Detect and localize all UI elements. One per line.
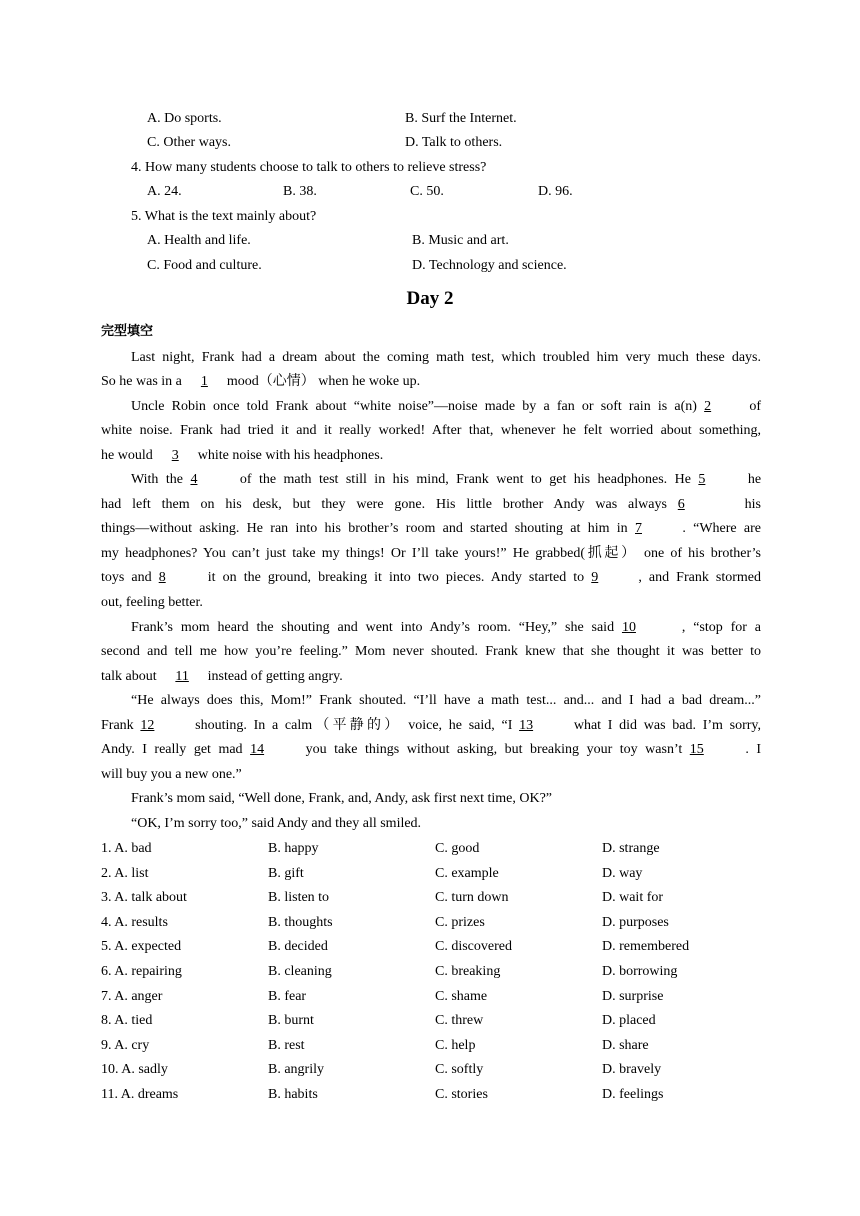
blank-7: 7: [635, 521, 642, 536]
choice-6-option-d: D. borrowing: [602, 964, 678, 979]
passage-p3-line3: things—without asking. He ran into his brother’s room and started shouting at him in 7 . “Where are: [101, 521, 762, 536]
q4-question: 4. How many students choose to talk to others to relieve stress?: [131, 160, 487, 175]
passage-p7: “OK, I’m sorry too,” said Andy and they all smiled.: [131, 816, 422, 831]
choice-8-option-b: B. burnt: [268, 1013, 314, 1028]
choice-8-option-c: C. threw: [435, 1013, 484, 1028]
passage-p3-line1: With the 4 of the math test still in his mind, Frank went to get his headphones. He 5 he: [131, 472, 762, 487]
q3-option-d: D. Talk to others.: [405, 135, 503, 150]
passage-p2-line2: white noise. Frank had tried it and it really worked! After that, whenever he felt worried about something,: [101, 423, 761, 438]
passage-p3-line2: had left them on his desk, but they were gone. His little brother Andy was always 6 his: [101, 497, 761, 512]
passage-p4-line3: talk about 11 instead of getting angry.: [101, 669, 343, 684]
choice-2-option-b: B. gift: [268, 866, 304, 881]
choice-11-option-b: B. habits: [268, 1087, 318, 1102]
choice-11-option-a: 11. A. dreams: [101, 1087, 179, 1102]
passage-p4-line1: Frank’s mom heard the shouting and went into Andy’s room. “Hey,” she said 10 , “stop for a: [131, 620, 762, 635]
choice-5-option-a: 5. A. expected: [101, 939, 182, 954]
choice-2-option-c: C. example: [435, 866, 499, 881]
choice-10-option-a: 10. A. sadly: [101, 1062, 168, 1077]
choice-7-option-c: C. shame: [435, 989, 488, 1004]
choice-8-option-a: 8. A. tied: [101, 1013, 153, 1028]
day-title: Day 2: [406, 288, 454, 309]
choice-7-option-b: B. fear: [268, 989, 307, 1004]
choice-3-option-b: B. listen to: [268, 890, 330, 905]
blank-12: 12: [140, 718, 155, 733]
blank-4: 4: [190, 472, 198, 487]
choice-9-option-b: B. rest: [268, 1038, 305, 1053]
passage-p5-line4: will buy you a new one.”: [101, 767, 242, 782]
choice-7-option-a: 7. A. anger: [101, 989, 163, 1004]
blank-5: 5: [698, 472, 706, 487]
blank-13: 13: [519, 718, 534, 733]
choice-11-option-c: C. stories: [435, 1087, 488, 1102]
choice-5-option-c: C. discovered: [435, 939, 512, 954]
passage-p5-line1: “He always does this, Mom!” Frank shouted. “I’ll have a math test... and... and I had a bad dream...”: [131, 693, 761, 708]
passage-p2-line3: he would 3 white noise with his headphones.: [101, 448, 384, 463]
choice-1-option-d: D. strange: [602, 841, 660, 856]
q5-question: 5. What is the text mainly about?: [131, 209, 317, 224]
choice-4-option-a: 4. A. results: [101, 915, 168, 930]
choice-6-option-b: B. cleaning: [268, 964, 332, 979]
choice-11-option-d: D. feelings: [602, 1087, 664, 1102]
passage-p1-line1: Last night, Frank had a dream about the coming math test, which troubled him very much these days.: [131, 350, 761, 365]
choice-1-option-b: B. happy: [268, 841, 319, 856]
q5-option-b: B. Music and art.: [412, 233, 509, 248]
q4-option-d: D. 96.: [538, 184, 573, 199]
blank-9: 9: [591, 570, 599, 585]
passage-p3-line4: my headphones? You can’t just take my things! Or I’ll take yours!” He grabbed(抓起） one of his brother’s: [101, 546, 761, 561]
q5-option-d: D. Technology and science.: [412, 258, 567, 273]
choice-6-option-c: C. breaking: [435, 964, 501, 979]
blank-6: 6: [677, 497, 685, 512]
blank-8: 8: [158, 570, 166, 585]
choice-3-option-a: 3. A. talk about: [101, 890, 187, 905]
choice-3-option-c: C. turn down: [435, 890, 509, 905]
choice-4-option-b: B. thoughts: [268, 915, 333, 930]
choice-5-option-d: D. remembered: [602, 939, 690, 954]
passage-p3-line6: out, feeling better.: [101, 595, 203, 610]
q5-option-c: C. Food and culture.: [147, 258, 262, 273]
choice-5-option-b: B. decided: [268, 939, 328, 954]
choice-2-option-d: D. way: [602, 866, 643, 881]
passage-p2-line1: Uncle Robin once told Frank about “white noise”—noise made by a fan or soft rain is a(n) 2 of: [131, 399, 761, 414]
blank-11: 11: [175, 669, 189, 684]
choice-4-option-d: D. purposes: [602, 915, 669, 930]
passage-p5-line2: Frank 12 shouting. In a calm（平静的） voice, he said, “I 13 what I did was bad. I’m sorry,: [101, 718, 762, 733]
choice-4-option-c: C. prizes: [435, 915, 485, 930]
choice-6-option-a: 6. A. repairing: [101, 964, 182, 979]
blank-15: 15: [689, 742, 704, 757]
passage-p1-line2: So he was in a 1 mood（心情） when he woke up.: [101, 374, 421, 389]
choice-9-option-a: 9. A. cry: [101, 1038, 150, 1053]
passage-p6: Frank’s mom said, “Well done, Frank, and, Andy, ask first next time, OK?”: [131, 791, 552, 806]
q5-option-a: A. Health and life.: [147, 233, 251, 248]
choice-1-option-c: C. good: [435, 841, 480, 856]
choice-2-option-a: 2. A. list: [101, 866, 149, 881]
passage-p5-line3: Andy. I really get mad 14 you take things without asking, but breaking your toy wasn’t 15 . I: [101, 742, 762, 757]
q3-option-c: C. Other ways.: [147, 135, 231, 150]
q4-option-a: A. 24.: [147, 184, 182, 199]
choice-1-option-a: 1. A. bad: [101, 841, 152, 856]
blank-14: 14: [250, 742, 265, 757]
section-title: 完型填空: [101, 324, 154, 339]
choice-9-option-d: D. share: [602, 1038, 649, 1053]
passage-p4-line2: second and tell me how you’re feeling.” Mom never shouted. Frank knew that she thought it was better to: [101, 644, 761, 659]
blank-10: 10: [621, 620, 636, 635]
choice-10-option-c: C. softly: [435, 1062, 484, 1077]
q4-option-b: B. 38.: [283, 184, 317, 199]
choice-8-option-d: D. placed: [602, 1013, 656, 1028]
q3-option-b: B. Surf the Internet.: [405, 111, 517, 126]
blank-2: 2: [704, 399, 712, 414]
q4-option-c: C. 50.: [410, 184, 444, 199]
passage-p3-line5: toys and 8 it on the ground, breaking it into two pieces. Andy started to 9 , and Frank stormed: [101, 570, 762, 585]
choice-9-option-c: C. help: [435, 1038, 476, 1053]
choice-10-option-d: D. bravely: [602, 1062, 662, 1077]
blank-3: 3: [171, 448, 179, 463]
blank-1: 1: [200, 374, 208, 389]
choice-7-option-d: D. surprise: [602, 989, 664, 1004]
q3-option-a: A. Do sports.: [147, 111, 222, 126]
choice-3-option-d: D. wait for: [602, 890, 664, 905]
choice-10-option-b: B. angrily: [268, 1062, 324, 1077]
